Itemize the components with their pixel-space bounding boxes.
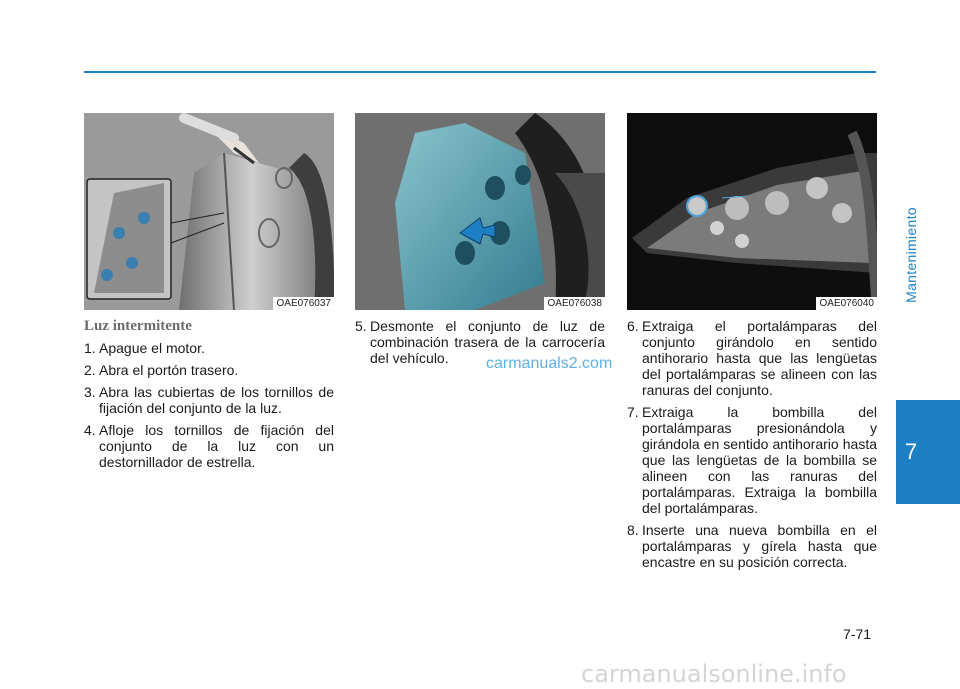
column-1: [84, 318, 334, 476]
figure-screw-covers: [84, 113, 334, 310]
step-item: 8. Inserte una nueva bombilla en el portalámparas y gírela hasta que encastre en su posición correcta.: [627, 522, 877, 570]
section-label: Mantenimiento: [903, 207, 920, 303]
step-item: 7. Extraiga la bombilla del portalámparas presionándola y girándola en sentido antihorario hasta que las lengüetas de la bombilla se alineen con las ranuras del portalámparas. Extraiga la bombilla del portalámparas.: [627, 404, 877, 516]
header-rule: [84, 71, 876, 73]
chapter-number: 7: [904, 439, 918, 464]
chapter-tab: [896, 400, 960, 504]
column-3: [627, 318, 877, 576]
page-number: 7-71: [843, 626, 872, 642]
figure-code: OAE076037: [273, 297, 335, 310]
footer-watermark: carmanualsonline.info: [581, 660, 847, 688]
figure-code: OAE076038: [544, 297, 606, 310]
step-item: 3. Abra las cubiertas de los tornillos de fijación del conjunto de la luz.: [84, 384, 334, 416]
section-heading: Luz intermitente: [84, 318, 192, 334]
step-item: 1. Apague el motor.: [84, 340, 205, 356]
step-item: 6. Extraiga el portalámparas del conjunto girándolo en sentido antihorario hasta que las lengüetas del portalámparas se alineen con las ranuras del conjunto.: [627, 318, 877, 398]
step-item: 4. Afloje los tornillos de fijación del conjunto de la luz con un destornillador de estrella.: [84, 422, 334, 470]
watermark: carmanuals2.com: [486, 355, 613, 372]
figure-lamp-holder: [627, 113, 877, 310]
step-item: 5. Desmonte el conjunto de luz de combinación trasera de la carrocería del vehículo.: [355, 318, 605, 366]
figure-code: OAE076040: [816, 297, 878, 310]
figure-remove-lamp: [355, 113, 605, 310]
step-item: 2. Abra el portón trasero.: [84, 362, 239, 378]
